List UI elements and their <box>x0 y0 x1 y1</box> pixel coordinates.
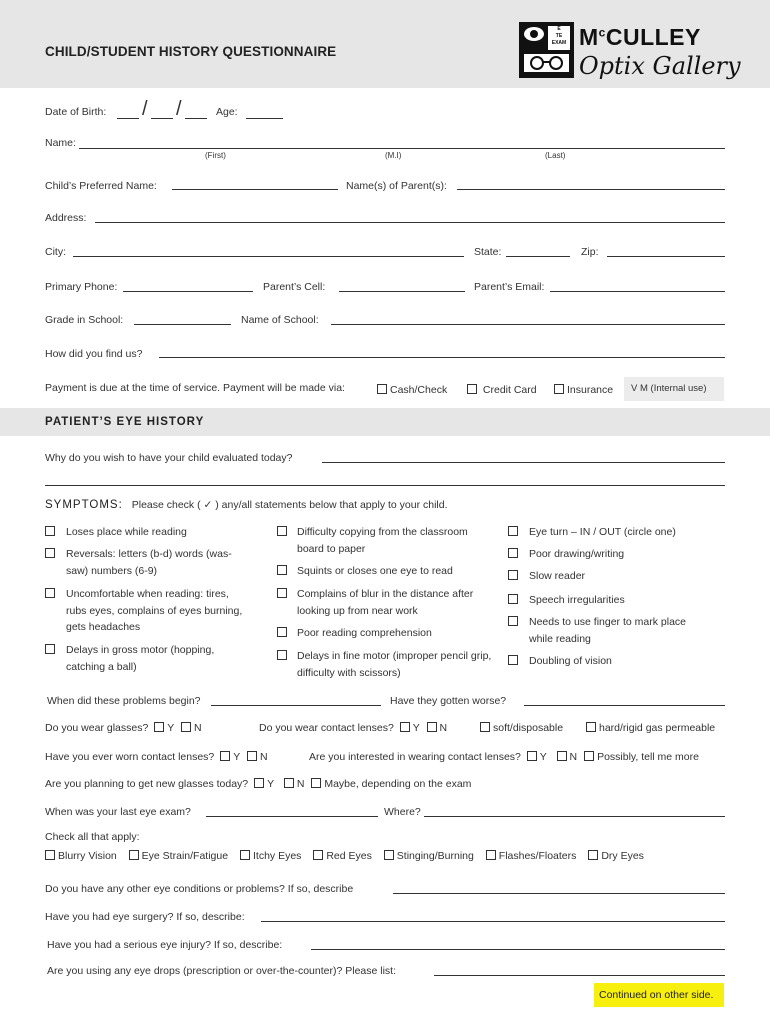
name-last-caption: (Last) <box>545 151 566 160</box>
checkbox[interactable] <box>45 644 55 654</box>
eye-icon <box>524 27 544 41</box>
symptom-label: Needs to use finger to mark place while reading <box>529 616 686 645</box>
flashes-floaters-checkbox[interactable] <box>486 850 496 860</box>
worse-field[interactable] <box>524 705 725 706</box>
payment-credit-option[interactable]: Credit Card <box>467 384 537 396</box>
preferred-name-label: Child’s Preferred Name: <box>45 180 157 192</box>
stinging-burning-checkbox[interactable] <box>384 850 394 860</box>
surgery-field[interactable] <box>261 921 725 922</box>
last-exam-label: When was your last eye exam? <box>45 806 191 818</box>
parent-email-field[interactable] <box>550 291 725 292</box>
dob-month-field[interactable] <box>117 118 139 119</box>
check-all-row: Blurry Vision Eye Strain/Fatigue Itchy Eyes Red Eyes Stinging/Burning Flashes/Floaters Dry Eyes <box>45 850 644 862</box>
interested-row: Are you interested in wearing contact lenses? Y N Possibly, tell me more <box>309 751 699 763</box>
contacts-label: Do you wear contact lenses? <box>259 722 394 734</box>
worn-yes-checkbox[interactable] <box>220 751 230 761</box>
name-field[interactable] <box>79 148 725 149</box>
checkbox[interactable] <box>377 384 387 394</box>
checkbox[interactable] <box>554 384 564 394</box>
glasses-label: Do you wear glasses? <box>45 722 149 734</box>
checkbox[interactable] <box>277 565 287 575</box>
symptom-item[interactable] <box>508 594 521 606</box>
grade-field[interactable] <box>134 324 231 325</box>
contacts-no-checkbox[interactable] <box>427 722 437 732</box>
symptoms-heading: SYMPTOMS: <box>45 499 123 511</box>
blurry-vision-checkbox[interactable] <box>45 850 55 860</box>
primary-phone-label: Primary Phone: <box>45 281 118 293</box>
injury-label: Have you had a serious eye injury? If so, describe: <box>47 939 283 951</box>
dry-eyes-checkbox[interactable] <box>588 850 598 860</box>
internal-use-label: V M (Internal use) <box>631 383 707 394</box>
worse-label: Have they gotten worse? <box>390 695 507 707</box>
logo-brand-top: $M^cCULLEY$ <box>579 24 701 50</box>
parents-label: Name(s) of Parent(s): <box>346 180 447 192</box>
state-label: State: <box>474 246 502 258</box>
symptom-item[interactable] <box>508 548 521 560</box>
symptom-label: Poor reading comprehension <box>297 627 432 639</box>
began-label: When did these problems begin? <box>47 695 201 707</box>
interested-no-checkbox[interactable] <box>557 751 567 761</box>
injury-field[interactable] <box>311 949 725 950</box>
checkbox[interactable] <box>586 722 596 732</box>
surgery-label: Have you had eye surgery? If so, describe: <box>45 911 245 923</box>
name-label: Name: <box>45 137 76 149</box>
checkbox[interactable] <box>508 570 518 580</box>
dob-day-field[interactable] <box>151 118 173 119</box>
find-us-field[interactable] <box>159 357 725 358</box>
interested-yes-checkbox[interactable] <box>527 751 537 761</box>
checkbox[interactable] <box>277 526 287 536</box>
zip-label: Zip: <box>581 246 599 258</box>
symptom-label: Reversals: letters (b-d) words (was-saw) numbers (6-9) <box>66 548 232 577</box>
symptom-item[interactable] <box>277 627 290 639</box>
interested-label: Are you interested in wearing contact lenses? <box>309 751 521 763</box>
checkbox[interactable] <box>45 526 55 536</box>
symptom-item[interactable] <box>277 565 290 577</box>
city-field[interactable] <box>73 256 464 257</box>
school-label: Name of School: <box>241 314 319 326</box>
page-title: CHILD/STUDENT HISTORY QUESTIONNAIRE <box>45 44 337 59</box>
symptom-label: Poor drawing/writing <box>529 548 625 560</box>
why-evaluate-field-2[interactable] <box>45 485 725 486</box>
address-label: Address: <box>45 212 87 224</box>
primary-phone-field[interactable] <box>123 291 253 292</box>
checkbox[interactable] <box>508 526 518 536</box>
where-field[interactable] <box>424 816 725 817</box>
why-evaluate-label: Why do you wish to have your child evaluated today? <box>45 452 293 464</box>
symptom-label: Delays in gross motor (hopping, catching a ball) <box>66 644 215 673</box>
interested-possibly-checkbox[interactable] <box>584 751 594 761</box>
why-evaluate-field[interactable] <box>322 462 725 463</box>
new-glasses-row: Are you planning to get new glasses today? Y N Maybe, depending on the exam <box>45 778 472 790</box>
glasses-icon <box>524 54 569 72</box>
new-glasses-label: Are you planning to get new glasses today? <box>45 778 249 790</box>
symptom-label: Delays in fine motor (improper pencil grip, difficulty with scissors) <box>297 650 492 679</box>
dob-year-field[interactable] <box>185 118 207 119</box>
continued-note: Continued on other side. <box>599 989 714 1001</box>
worn-contacts-label: Have you ever worn contact lenses? <box>45 751 215 763</box>
checkbox[interactable] <box>508 616 518 626</box>
parent-cell-field[interactable] <box>339 291 465 292</box>
symptom-item[interactable] <box>508 570 521 582</box>
zip-field[interactable] <box>607 256 725 257</box>
where-label: Where? <box>384 806 421 818</box>
age-field[interactable] <box>246 118 283 119</box>
symptom-item[interactable] <box>508 655 521 667</box>
worn-no-checkbox[interactable] <box>247 751 257 761</box>
payment-cash-option[interactable]: Cash/Check <box>377 384 447 396</box>
checkbox[interactable] <box>508 655 518 665</box>
glasses-yes-checkbox[interactable] <box>154 722 164 732</box>
dob-separator: / <box>142 98 148 120</box>
symptoms-instruction: Please check ( ✓ ) any/all statements below that apply to your child. <box>131 499 448 511</box>
other-conditions-field[interactable] <box>393 893 725 894</box>
school-field[interactable] <box>331 324 725 325</box>
eye-strain-checkbox[interactable] <box>129 850 139 860</box>
symptom-item[interactable] <box>45 526 58 538</box>
symptom-label: Difficulty copying from the classroom board to paper <box>297 526 468 555</box>
symptom-item[interactable] <box>277 588 290 600</box>
symptom-label: Eye turn – IN / OUT (circle one) <box>529 526 676 538</box>
checkbox[interactable] <box>277 627 287 637</box>
company-logo <box>519 22 741 84</box>
checkbox[interactable] <box>45 588 55 598</box>
checkbox[interactable] <box>508 548 518 558</box>
symptom-item[interactable] <box>277 526 290 538</box>
symptom-item[interactable] <box>45 644 58 656</box>
red-eyes-checkbox[interactable] <box>313 850 323 860</box>
symptom-item[interactable] <box>277 650 290 662</box>
symptom-label: Squints or closes one eye to read <box>297 565 453 577</box>
drops-label: Are you using any eye drops (prescription or over-the-counter)? Please list: <box>47 965 397 977</box>
drops-field[interactable] <box>434 975 725 976</box>
symptom-label: Doubling of vision <box>529 655 612 667</box>
parent-email-label: Parent’s Email: <box>474 281 545 293</box>
parent-cell-label: Parent’s Cell: <box>263 281 326 293</box>
address-field[interactable] <box>95 222 725 223</box>
symptom-label: Uncomfortable when reading: tires, rubs eyes, complains of eyes burning, gets headaches <box>66 588 243 633</box>
last-exam-field[interactable] <box>206 816 378 817</box>
contacts-yes-checkbox[interactable] <box>400 722 410 732</box>
eye-chart-icon: E TE EXAM <box>548 26 570 50</box>
other-conditions-label: Do you have any other eye conditions or problems? If so, describe <box>45 883 354 895</box>
symptom-item[interactable] <box>508 526 521 538</box>
name-first-caption: (First) <box>205 151 226 160</box>
began-field[interactable] <box>211 705 381 706</box>
age-label: Age: <box>216 106 238 118</box>
contacts-row: Do you wear contact lenses? Y N <box>259 722 448 734</box>
symptom-label: Complains of blur in the distance after looking up from near work <box>297 588 474 617</box>
symptom-label: Speech irregularities <box>529 594 625 606</box>
logo-brand-bottom: Optix Gallery <box>579 52 741 80</box>
city-label: City: <box>45 246 66 258</box>
grade-label: Grade in School: <box>45 314 124 326</box>
symptom-item[interactable] <box>45 548 58 560</box>
logo-mark <box>519 22 574 78</box>
glasses-no-checkbox[interactable] <box>181 722 191 732</box>
checkbox[interactable] <box>467 384 477 394</box>
state-field[interactable] <box>506 256 570 257</box>
checkbox[interactable] <box>45 548 55 558</box>
new-glasses-maybe-checkbox[interactable] <box>311 778 321 788</box>
preferred-name-field[interactable] <box>172 189 338 190</box>
eye-history-heading: PATIENT’S EYE HISTORY <box>45 416 205 428</box>
checkbox[interactable] <box>508 594 518 604</box>
worn-contacts-row: Have you ever worn contact lenses? Y N <box>45 751 268 763</box>
parents-field[interactable] <box>457 189 725 190</box>
payment-insurance-option[interactable]: Insurance <box>554 384 613 396</box>
symptom-label: Loses place while reading <box>66 526 187 538</box>
new-glasses-yes-checkbox[interactable] <box>254 778 264 788</box>
name-mi-caption: (M.I) <box>385 151 402 160</box>
checkbox[interactable] <box>277 588 287 598</box>
symptom-item[interactable] <box>45 588 58 600</box>
dob-label: Date of Birth: <box>45 106 107 118</box>
payment-label: Payment is due at the time of service. Payment will be made via: <box>45 382 345 394</box>
checkbox[interactable] <box>480 722 490 732</box>
symptom-label: Slow reader <box>529 570 586 582</box>
find-us-label: How did you find us? <box>45 348 143 360</box>
glasses-row: Do you wear glasses? Y N <box>45 722 202 734</box>
check-all-label: Check all that apply: <box>45 831 140 843</box>
new-glasses-no-checkbox[interactable] <box>284 778 294 788</box>
soft-option[interactable]: soft/disposable <box>480 722 563 734</box>
symptom-item[interactable] <box>508 616 521 628</box>
checkbox[interactable] <box>277 650 287 660</box>
symptoms-heading-row <box>45 499 448 511</box>
dob-separator: / <box>176 98 182 120</box>
itchy-eyes-checkbox[interactable] <box>240 850 250 860</box>
hard-option[interactable]: hard/rigid gas permeable <box>586 722 715 734</box>
